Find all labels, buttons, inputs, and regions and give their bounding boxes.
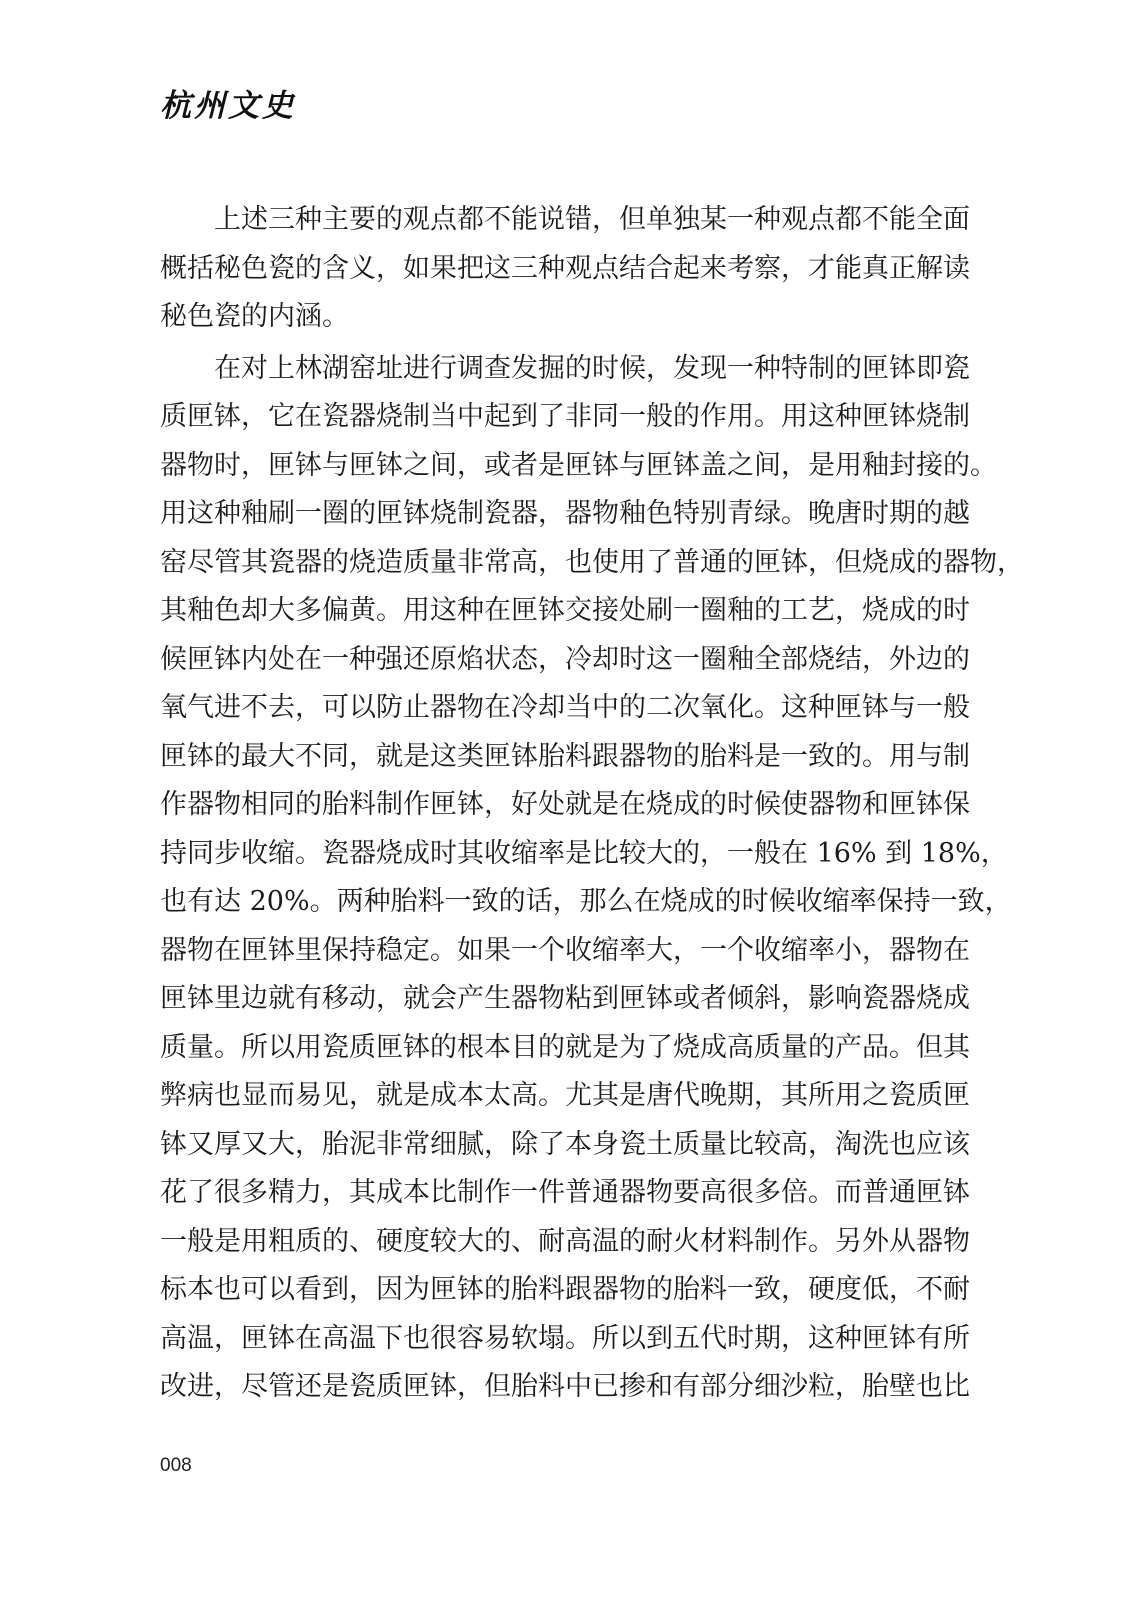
text-line: 一般是用粗质的、硬度较大的、耐高温的耐火材料制作。另外从器物 [160,1225,970,1257]
running-header: 杭州文史 [160,88,296,124]
text-line: 匣钵里边就有移动，就会产生器物粘到匣钵或者倾斜，影响瓷器烧成 [160,983,970,1014]
text-line: 上述三种主要的观点都不能说错，但单独某一种观点都不能全面 [214,204,970,235]
text-line: 氧气进不去，可以防止器物在冷却当中的二次氧化。这种匣钵与一般 [160,692,970,723]
page-number: 008 [160,1455,192,1476]
text-line: 质量。所以用瓷质匣钵的根本目的就是为了烧成高质量的产品。但其 [160,1031,970,1063]
text-line: 作器物相同的胎料制作匣钵，好处就是在烧成的时候使器物和匣钵保 [160,789,970,820]
text-line: 候匣钵内处在一种强还原焰状态，冷却时这一圈釉全部烧结，外边的 [160,643,970,675]
text-line: 弊病也显而易见，就是成本太高。尤其是唐代晚期，其所用之瓷质匣 [160,1080,970,1111]
text-line: 器物时，匣钵与匣钵之间，或者是匣钵与匣钵盖之间，是用釉封接的。 [160,449,997,481]
text-line: 秘色瓷的内涵。 [160,301,349,332]
paragraph-2 [160,345,1024,1461]
text-line: 质匣钵，它在瓷器烧制当中起到了非同一般的作用。用这种匣钵烧制 [160,401,970,432]
text-line: 持同步收缩。瓷器烧成时其收缩率是比较大的，一般在 16% 到 18%， [160,837,1008,869]
text-line: 概括秘色瓷的含义，如果把这三种观点结合起来考察，才能真正解读 [160,252,970,284]
text-line: 改进，尽管还是瓷质匣钵，但胎料中已掺和有部分细沙粒，胎壁也比 [160,1371,970,1402]
text-line: 匣钵的最大不同，就是这类匣钵胎料跟器物的胎料是一致的。用与制 [160,740,970,772]
text-line: 用这种釉刷一圈的匣钵烧制瓷器，器物釉色特别青绿。晚唐时期的越 [160,498,970,529]
text-line: 高温，匣钵在高温下也很容易软塌。所以到五代时期，这种匣钵有所 [160,1322,970,1354]
text-line: 钵又厚又大，胎泥非常细腻，除了本身瓷土质量比较高，淘洗也应该 [160,1128,970,1160]
text-line: 花了很多精力，其成本比制作一件普通器物要高很多倍。而普通匣钵 [160,1177,970,1208]
text-line: 在对上林湖窑址进行调查发掘的时候，发现一种特制的匣钵即瓷 [214,352,970,384]
text-line: 窑尽管其瓷器的烧造质量非常高，也使用了普通的匣钵，但烧成的器物， [160,546,1024,578]
text-line: 其釉色却大多偏黄。用这种在匣钵交接处刷一圈釉的工艺，烧成的时 [160,595,970,626]
body-text [160,196,1024,1460]
text-line [160,1412,930,1461]
text-line: 器物在匣钵里保持稳定。如果一个收缩率大，一个收缩率小，器物在 [160,934,970,966]
text-line: 标本也可以看到，因为匣钵的胎料跟器物的胎料一致，硬度低，不耐 [160,1274,970,1305]
text-line: 也有达 20%。两种胎料一致的话，那么在烧成的时候收缩率保持一致， [160,886,1012,917]
paragraph-1 [160,196,970,342]
